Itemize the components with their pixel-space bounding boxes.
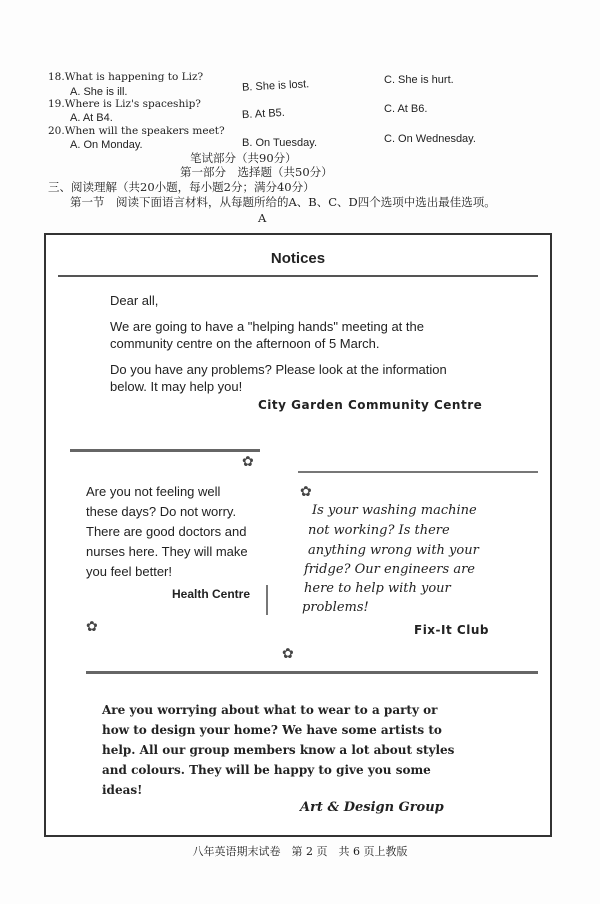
question-20-option-b: B. On Tuesday. [242,137,318,149]
pin-icon: ✿ [282,645,294,661]
fixit-line-2: not working? Is there [308,523,450,538]
art-line-4: and colours. They will be happy to give you some [102,763,431,777]
fixit-line-4: fridge? Our engineers are [304,562,475,577]
passage-label: A [258,211,267,225]
art-top-edge [86,671,538,674]
art-line-3: help. All our group members know a lot about styles [102,743,455,757]
health-centre-signature: Health Centre [172,587,251,601]
art-line-2: how to design your home? We have some artists to [102,723,442,737]
notice-para1-line2: community centre on the afternoon of 5 March. [110,336,380,351]
health-line-1: Are you not feeling well [86,484,221,499]
health-top-edge [70,449,260,452]
section-one-instruction: 第一节 阅读下面语言材料，从每题所给的A、B、C、D四个选项中选出最佳选项。 [70,195,496,209]
question-19-stem: 19.Where is Liz's spaceship? [48,98,201,110]
part-one-heading: 第一部分 选择题（共50分） [180,165,333,179]
title-divider [58,275,538,277]
pin-icon: ✿ [86,618,98,634]
reading-heading: 三、阅读理解（共20小题，每小题2分；满分40分） [48,180,315,194]
question-19-option-b: B. At B5. [241,106,286,122]
page-footer: 八年英语期末试卷 第 2 页 共 6 页上教版 [192,845,408,858]
fixit-line-3: anything wrong with your [308,543,479,558]
written-section-heading: 笔试部分（共90分） [190,151,297,165]
notice-para2-line2: below. It may help you! [110,379,243,394]
question-18-option-c: C. She is hurt. [384,74,454,86]
health-line-2: these days? Do not worry. [86,504,237,519]
fixit-top-edge [298,471,538,473]
health-line-4: nurses here. They will make [86,544,248,559]
question-20-option-a: A. On Monday. [70,139,143,151]
notice-greeting: Dear all, [110,293,159,308]
question-19-option-a: A. At B4. [70,112,113,124]
pin-icon: ✿ [242,453,254,469]
notice-para2-line1: Do you have any problems? Please look at the information [110,362,447,377]
notices-frame [44,233,552,837]
question-18-option-b: B. She is lost. [241,78,310,94]
health-line-3: There are good doctors and [86,524,247,539]
fixit-club-signature: Fix-It Club [414,623,489,637]
notice-para1-line1: We are going to have a "helping hands" meeting at the [110,319,424,334]
notices-title: Notices [270,250,326,267]
community-centre-signature: City Garden Community Centre [258,398,483,412]
art-line-5: ideas! [102,783,143,797]
health-right-edge [266,585,268,615]
question-19-option-c: C. At B6. [384,103,428,115]
question-20-option-c: C. On Wednesday. [384,133,476,145]
art-line-1: Are you worrying about what to wear to a party or [102,703,438,717]
question-18-stem: 18.What is happening to Liz? [48,71,204,83]
question-20-stem: 20.When will the speakers meet? [48,125,225,137]
health-line-5: you feel better! [86,564,172,579]
question-18-option-a: A. She is ill. [70,86,128,98]
pin-icon: ✿ [300,483,312,499]
fixit-line-1: Is your washing machine [312,503,477,518]
art-design-signature: Art & Design Group [300,800,444,815]
fixit-line-5: here to help with your [304,581,451,596]
fixit-line-6: problems! [302,600,369,615]
